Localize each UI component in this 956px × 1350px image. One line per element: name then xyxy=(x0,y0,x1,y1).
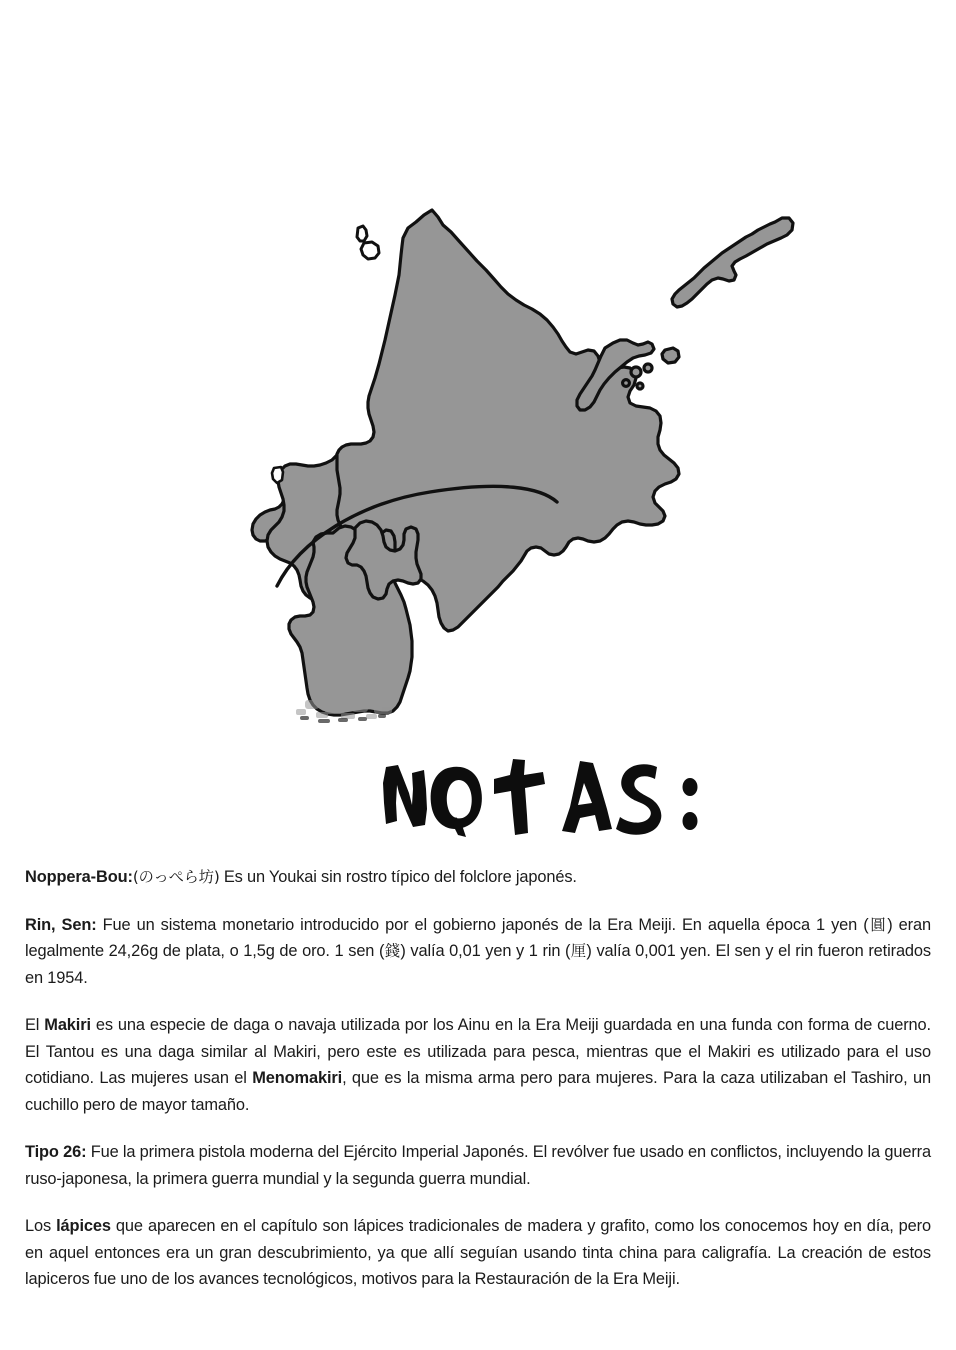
island-okushiri xyxy=(272,467,283,483)
island-rebun xyxy=(357,226,367,241)
note-text-rin-sen-1: Fue un sistema monetario introducido por el gobierno japonés de la Era Meiji. En aquella época 1 yen ( xyxy=(96,915,869,934)
kanji-yen: 圓 xyxy=(868,915,888,934)
note-text-noppera-bou: Es un Youkai sin rostro típico del folclore japonés. xyxy=(219,868,577,886)
note-lead-prefix-makiri: El xyxy=(25,1016,45,1034)
island-habomai-2 xyxy=(644,364,652,372)
note-lead-tipo-26: Tipo 26: xyxy=(25,1143,87,1161)
note-text-lapices: que aparecen en el capítulo son lápices tradicionales de madera y grafito, como los conocemos hoy en día, pero en aquel entonces era un gran descubrimiento, ya que allí seguían usando tinta china para caligrafía. La creación de estos lapiceros fue uno de los avances tecnológicos, motivos para la Restauración de la Era Meiji. xyxy=(25,1217,931,1288)
kanji-sen: 錢 xyxy=(384,942,401,960)
note-paragraph-makiri xyxy=(25,1012,931,1118)
note-text-tipo-26: Fue la primera pistola moderna del Ejército Imperial Japonés. El revólver fue usado en conflictos, incluyendo la guerra ruso-japonesa, la primera guerra mundial y la segunda guerra mundial. xyxy=(25,1143,931,1188)
note-japanese-noppera-bou: (のっぺら坊) xyxy=(132,868,220,886)
note-lead-lapices: lápices xyxy=(56,1217,111,1235)
note-text-rin-sen-4: ) valía 0,001 yen. El sen y el rin fueron retirados en 1954. xyxy=(25,942,932,987)
island-etorofu xyxy=(672,218,793,307)
note-paragraph-tipo-26 xyxy=(25,1139,931,1192)
island-habomai-4 xyxy=(637,383,643,389)
notas-brush-lettering xyxy=(383,759,698,837)
note-text-makiri-1: es una especie de daga o navaja utilizada por los Ainu en la Era Meiji guardada en una funda con forma de cuerno. El Tantou es una daga similar al Makiri, pero este es utilizada para pesca, mientras que el Makiri es utilizado para el uso cotidiano. Las mujeres usan el xyxy=(25,1016,931,1087)
note-lead-menomakiri: Menomakiri xyxy=(252,1069,343,1087)
island-rishiri xyxy=(361,242,379,259)
note-lead-rin-sen: Rin, Sen: xyxy=(25,915,97,934)
map-land-shapes xyxy=(252,210,793,715)
note-lead-noppera-bou: Noppera-Bou: xyxy=(25,868,133,886)
island-habomai-3 xyxy=(623,380,630,387)
note-lead-makiri: Makiri xyxy=(44,1016,91,1034)
note-paragraph-rin-sen xyxy=(25,912,931,992)
island-habomai-1 xyxy=(631,367,641,377)
note-paragraph-lapices xyxy=(25,1213,931,1293)
note-paragraph-noppera-bou xyxy=(25,864,931,891)
note-text-rin-sen-2: ) eran legalmente 24,26g de plata, o 1,5g de oro. 1 sen ( xyxy=(25,915,931,960)
kanji-rin: 厘 xyxy=(570,942,587,960)
notes-body xyxy=(25,864,931,1293)
note-text-makiri-2: , que es la misma arma pero para mujeres. Para la caza utilizaban el Tashiro, un cuchillo pero de mayor tamaño. xyxy=(25,1069,931,1114)
island-shikotan xyxy=(662,348,679,363)
note-text-rin-sen-3: ) valía 0,01 yen y 1 rin ( xyxy=(400,942,571,960)
note-lead-prefix-lapices: Los xyxy=(25,1217,57,1235)
notes-title xyxy=(0,745,956,850)
